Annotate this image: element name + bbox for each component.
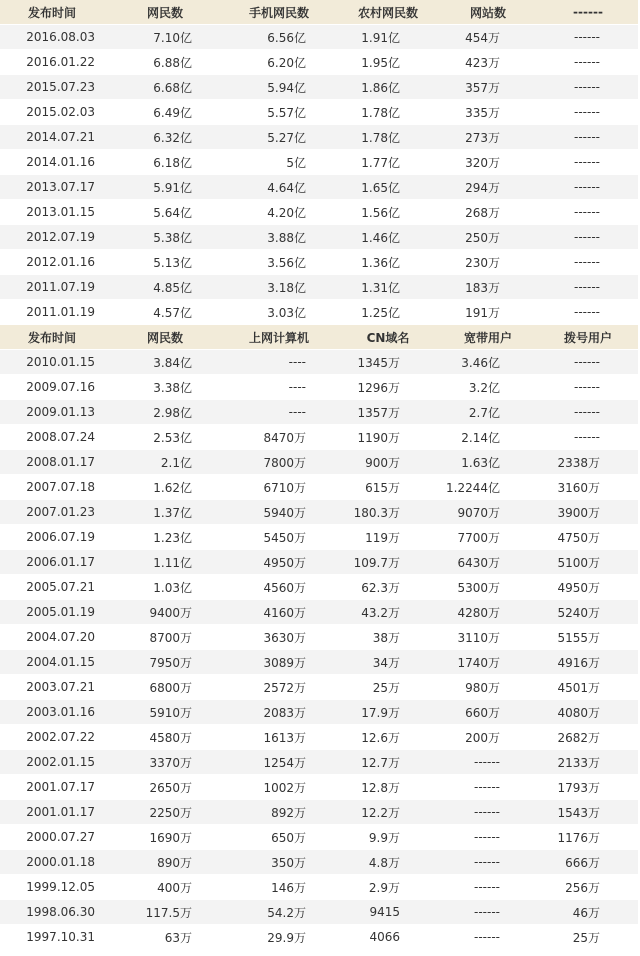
table-cell: ------ bbox=[474, 780, 500, 794]
table-cell: 3.46亿 bbox=[461, 355, 500, 370]
table-cell: 1740万 bbox=[457, 655, 500, 670]
column-header: 网民数 bbox=[146, 5, 183, 20]
table-cell: 1254万 bbox=[263, 755, 306, 770]
table-section-historical bbox=[0, 325, 638, 950]
table-cell: 2013.01.15 bbox=[26, 205, 95, 219]
table-row bbox=[0, 750, 638, 775]
table-cell: 256万 bbox=[565, 880, 600, 895]
table-cell: 3.18亿 bbox=[267, 280, 306, 295]
table-cell: 5.64亿 bbox=[153, 205, 192, 220]
table-cell: 25万 bbox=[372, 680, 400, 695]
table-cell: 5100万 bbox=[557, 555, 600, 570]
table-cell: 1.95亿 bbox=[361, 55, 400, 70]
table-cell: 29.9万 bbox=[267, 930, 306, 945]
table-cell: 2008.01.17 bbox=[26, 455, 95, 469]
table-cell: 9070万 bbox=[457, 505, 500, 520]
table-row bbox=[0, 75, 638, 100]
table-row bbox=[0, 300, 638, 325]
table-cell: 12.8万 bbox=[361, 780, 400, 795]
table-cell: 1543万 bbox=[557, 805, 600, 820]
table-cell: ------ bbox=[574, 380, 600, 394]
table-cell: 7700万 bbox=[457, 530, 500, 545]
table-cell: 5.38亿 bbox=[153, 230, 192, 245]
table-cell: 400万 bbox=[157, 880, 192, 895]
table-cell: 4560万 bbox=[263, 580, 306, 595]
table-cell: 1613万 bbox=[263, 730, 306, 745]
table-cell: 1.91亿 bbox=[361, 30, 400, 45]
table-cell: 2012.01.16 bbox=[26, 255, 95, 269]
table-cell: ------ bbox=[574, 80, 600, 94]
table-cell: 2016.08.03 bbox=[26, 30, 95, 44]
column-header: 上网计算机 bbox=[248, 330, 309, 345]
table-cell: 2016.01.22 bbox=[26, 55, 95, 69]
table-cell: 6800万 bbox=[149, 680, 192, 695]
table-cell: 1190万 bbox=[357, 430, 400, 445]
table-cell: 2015.07.23 bbox=[26, 80, 95, 94]
column-header: 宽带用户 bbox=[463, 330, 512, 345]
table-cell: 1.86亿 bbox=[361, 80, 400, 95]
table-cell: 9400万 bbox=[149, 605, 192, 620]
table-cell: 1.63亿 bbox=[461, 455, 500, 470]
table-cell: 2008.07.24 bbox=[26, 430, 95, 444]
table-cell: 660万 bbox=[465, 705, 500, 720]
table-cell: 2007.01.23 bbox=[26, 505, 95, 519]
table-row bbox=[0, 25, 638, 50]
table-cell: 2000.07.27 bbox=[26, 830, 95, 844]
table-row bbox=[0, 100, 638, 125]
table-cell: 1.25亿 bbox=[361, 305, 400, 320]
table-cell: ------ bbox=[574, 30, 600, 44]
table-row bbox=[0, 550, 638, 575]
table-cell: 900万 bbox=[365, 455, 400, 470]
table-cell: 2009.01.13 bbox=[26, 405, 95, 419]
table-cell: 5.27亿 bbox=[267, 130, 306, 145]
table-cell: ------ bbox=[574, 130, 600, 144]
table-cell: 1.11亿 bbox=[153, 555, 192, 570]
table-cell: 5.94亿 bbox=[267, 80, 306, 95]
table-cell: 454万 bbox=[465, 30, 500, 45]
table-cell: 4750万 bbox=[557, 530, 600, 545]
table-cell: 62.3万 bbox=[361, 580, 400, 595]
table-cell: 146万 bbox=[271, 880, 306, 895]
table-cell: 2002.01.15 bbox=[26, 755, 95, 769]
table-cell: 2.53亿 bbox=[153, 430, 192, 445]
table-cell: ------ bbox=[574, 305, 600, 319]
table-row bbox=[0, 225, 638, 250]
table-cell: 9415 bbox=[369, 905, 400, 919]
table-cell: 63万 bbox=[164, 930, 192, 945]
table-cell: ------ bbox=[474, 805, 500, 819]
table-cell: 3.03亿 bbox=[267, 305, 306, 320]
table-row bbox=[0, 475, 638, 500]
table-row bbox=[0, 425, 638, 450]
table-cell: ------ bbox=[474, 855, 500, 869]
table-cell: 230万 bbox=[465, 255, 500, 270]
table-cell: 1.78亿 bbox=[361, 105, 400, 120]
table-cell: 5240万 bbox=[557, 605, 600, 620]
table-cell: 4066 bbox=[369, 930, 400, 944]
table-cell: 8470万 bbox=[263, 430, 306, 445]
table-cell: 2006.01.17 bbox=[26, 555, 95, 569]
table-cell: 2007.07.18 bbox=[26, 480, 95, 494]
table-cell: ------ bbox=[574, 430, 600, 444]
table-cell: 5300万 bbox=[457, 580, 500, 595]
table-cell: ------ bbox=[574, 355, 600, 369]
table-cell: 2013.07.17 bbox=[26, 180, 95, 194]
table-cell: 6.18亿 bbox=[153, 155, 192, 170]
table-cell: ------ bbox=[574, 230, 600, 244]
table-row bbox=[0, 200, 638, 225]
table-cell: ------ bbox=[474, 755, 500, 769]
table-cell: ------ bbox=[574, 205, 600, 219]
table-cell: 4.85亿 bbox=[153, 280, 192, 295]
table-row bbox=[0, 650, 638, 675]
table-cell: 12.6万 bbox=[361, 730, 400, 745]
table-cell: ---- bbox=[288, 355, 306, 369]
table-section-recent bbox=[0, 0, 638, 325]
table-cell: 7.10亿 bbox=[153, 30, 192, 45]
table-cell: 615万 bbox=[365, 480, 400, 495]
table-cell: ------ bbox=[574, 280, 600, 294]
table-cell: 7800万 bbox=[263, 455, 306, 470]
table-cell: 1002万 bbox=[263, 780, 306, 795]
table-cell: 2250万 bbox=[149, 805, 192, 820]
table-cell: 1296万 bbox=[357, 380, 400, 395]
table-row bbox=[0, 775, 638, 800]
table-row bbox=[0, 725, 638, 750]
table-cell: 2003.01.16 bbox=[26, 705, 95, 719]
table-header-row bbox=[0, 325, 638, 350]
table-cell: 119万 bbox=[365, 530, 400, 545]
table-cell: 5.13亿 bbox=[153, 255, 192, 270]
table-cell: 5910万 bbox=[149, 705, 192, 720]
table-cell: 180.3万 bbox=[353, 505, 400, 520]
table-cell: 2014.07.21 bbox=[26, 130, 95, 144]
table-cell: ------ bbox=[574, 105, 600, 119]
table-cell: 1.36亿 bbox=[361, 255, 400, 270]
table-cell: 5.57亿 bbox=[267, 105, 306, 120]
table-cell: 183万 bbox=[465, 280, 500, 295]
table-row bbox=[0, 700, 638, 725]
table-row bbox=[0, 125, 638, 150]
table-cell: 1793万 bbox=[557, 780, 600, 795]
table-row bbox=[0, 675, 638, 700]
table-cell: 4280万 bbox=[457, 605, 500, 620]
table-row bbox=[0, 575, 638, 600]
table-cell: 350万 bbox=[271, 855, 306, 870]
table-cell: ---- bbox=[288, 380, 306, 394]
table-cell: 250万 bbox=[465, 230, 500, 245]
table-cell: 2011.07.19 bbox=[26, 280, 95, 294]
table-cell: 38万 bbox=[372, 630, 400, 645]
table-row bbox=[0, 250, 638, 275]
table-cell: 2005.01.19 bbox=[26, 605, 95, 619]
table-cell: 650万 bbox=[271, 830, 306, 845]
table-cell: 5450万 bbox=[263, 530, 306, 545]
table-cell: 12.2万 bbox=[361, 805, 400, 820]
table-cell: 2682万 bbox=[557, 730, 600, 745]
table-cell: 2338万 bbox=[557, 455, 600, 470]
table-cell: 1.77亿 bbox=[361, 155, 400, 170]
table-row bbox=[0, 800, 638, 825]
table-cell: 1.2244亿 bbox=[446, 480, 500, 495]
table-row bbox=[0, 875, 638, 900]
table-cell: 890万 bbox=[157, 855, 192, 870]
table-cell: 2002.07.22 bbox=[26, 730, 95, 744]
table-cell: 2012.07.19 bbox=[26, 230, 95, 244]
table-cell: 2133万 bbox=[557, 755, 600, 770]
table-cell: 6.20亿 bbox=[267, 55, 306, 70]
table-cell: 3.38亿 bbox=[153, 380, 192, 395]
table-cell: 34万 bbox=[372, 655, 400, 670]
table-cell: 2.14亿 bbox=[461, 430, 500, 445]
table-cell: 3370万 bbox=[149, 755, 192, 770]
column-header: 发布时间 bbox=[28, 5, 77, 20]
table-cell: ------ bbox=[474, 830, 500, 844]
table-row bbox=[0, 925, 638, 950]
table-cell: 4.8万 bbox=[368, 855, 400, 870]
table-cell: 2011.01.19 bbox=[26, 305, 95, 319]
table-cell: 2.9万 bbox=[368, 880, 400, 895]
table-cell: 2004.01.15 bbox=[26, 655, 95, 669]
table-cell: 3.88亿 bbox=[267, 230, 306, 245]
table-cell: ------ bbox=[574, 255, 600, 269]
table-cell: 6.56亿 bbox=[267, 30, 306, 45]
table-row bbox=[0, 625, 638, 650]
table-cell: 3089万 bbox=[263, 655, 306, 670]
table-cell: 1345万 bbox=[357, 355, 400, 370]
table-cell: 1.46亿 bbox=[361, 230, 400, 245]
table-cell: 273万 bbox=[465, 130, 500, 145]
table-cell: 109.7万 bbox=[353, 555, 400, 570]
table-cell: 2083万 bbox=[263, 705, 306, 720]
table-cell: ------ bbox=[574, 180, 600, 194]
column-header: 网民数 bbox=[146, 330, 183, 345]
table-cell: 5940万 bbox=[263, 505, 306, 520]
table-cell: 12.7万 bbox=[361, 755, 400, 770]
table-cell: 1997.10.31 bbox=[26, 930, 95, 944]
column-header: 农村网民数 bbox=[357, 5, 418, 20]
table-cell: ------ bbox=[474, 930, 500, 944]
table-cell: 4.57亿 bbox=[153, 305, 192, 320]
table-cell: 2650万 bbox=[149, 780, 192, 795]
table-cell: ---- bbox=[288, 405, 306, 419]
table-cell: 423万 bbox=[465, 55, 500, 70]
table-cell: 200万 bbox=[465, 730, 500, 745]
table-row bbox=[0, 850, 638, 875]
table-cell: 666万 bbox=[565, 855, 600, 870]
table-cell: ------ bbox=[574, 55, 600, 69]
table-cell: 5.91亿 bbox=[153, 180, 192, 195]
table-cell: 4950万 bbox=[263, 555, 306, 570]
table-cell: 1.23亿 bbox=[153, 530, 192, 545]
table-cell: 9.9万 bbox=[368, 830, 400, 845]
table-cell: 6.49亿 bbox=[153, 105, 192, 120]
table-cell: 3110万 bbox=[457, 630, 500, 645]
table-cell: 1.56亿 bbox=[361, 205, 400, 220]
table-cell: 6.88亿 bbox=[153, 55, 192, 70]
table-cell: 3160万 bbox=[557, 480, 600, 495]
table-row bbox=[0, 175, 638, 200]
table-cell: 43.2万 bbox=[361, 605, 400, 620]
table-row bbox=[0, 525, 638, 550]
column-header: ------ bbox=[573, 5, 603, 19]
table-cell: 3630万 bbox=[263, 630, 306, 645]
table-cell: ------ bbox=[574, 405, 600, 419]
table-cell: 2001.07.17 bbox=[26, 780, 95, 794]
table-row bbox=[0, 900, 638, 925]
table-cell: 46万 bbox=[572, 905, 600, 920]
table-cell: 1.31亿 bbox=[361, 280, 400, 295]
table-header-row bbox=[0, 0, 638, 25]
column-header: 手机网民数 bbox=[248, 5, 309, 20]
table-cell: 1.62亿 bbox=[153, 480, 192, 495]
table-cell: ------ bbox=[574, 155, 600, 169]
table-cell: 2010.01.15 bbox=[26, 355, 95, 369]
table-cell: 2003.07.21 bbox=[26, 680, 95, 694]
table-cell: 17.9万 bbox=[361, 705, 400, 720]
table-cell: 4.64亿 bbox=[267, 180, 306, 195]
table-cell: 2001.01.17 bbox=[26, 805, 95, 819]
table-row bbox=[0, 275, 638, 300]
table-cell: 54.2万 bbox=[267, 905, 306, 920]
table-cell: 6.68亿 bbox=[153, 80, 192, 95]
table-cell: 2000.01.18 bbox=[26, 855, 95, 869]
table-row bbox=[0, 825, 638, 850]
table-cell: 4.20亿 bbox=[267, 205, 306, 220]
table-row bbox=[0, 450, 638, 475]
column-header: CN域名 bbox=[366, 330, 410, 345]
table-row bbox=[0, 600, 638, 625]
table-cell: 5亿 bbox=[286, 155, 306, 170]
table-cell: 294万 bbox=[465, 180, 500, 195]
table-cell: 2004.07.20 bbox=[26, 630, 95, 644]
table-cell: 1.78亿 bbox=[361, 130, 400, 145]
table-cell: 980万 bbox=[465, 680, 500, 695]
table-cell: 1357万 bbox=[357, 405, 400, 420]
table-cell: 1176万 bbox=[557, 830, 600, 845]
table-row bbox=[0, 150, 638, 175]
table-cell: 25万 bbox=[572, 930, 600, 945]
table-cell: ------ bbox=[474, 905, 500, 919]
table-cell: 2009.07.16 bbox=[26, 380, 95, 394]
table-cell: 2.7亿 bbox=[468, 405, 500, 420]
table-cell: 3.84亿 bbox=[153, 355, 192, 370]
table-cell: 8700万 bbox=[149, 630, 192, 645]
table-cell: 2572万 bbox=[263, 680, 306, 695]
table-cell: 191万 bbox=[465, 305, 500, 320]
table-cell: 4916万 bbox=[557, 655, 600, 670]
table-cell: 2015.02.03 bbox=[26, 105, 95, 119]
column-header: 拨号用户 bbox=[563, 330, 612, 345]
table-cell: 2014.01.16 bbox=[26, 155, 95, 169]
table-cell: ------ bbox=[474, 880, 500, 894]
table-cell: 6.32亿 bbox=[153, 130, 192, 145]
table-cell: 1999.12.05 bbox=[26, 880, 95, 894]
table-cell: 2.1亿 bbox=[160, 455, 192, 470]
table-row bbox=[0, 50, 638, 75]
table-cell: 268万 bbox=[465, 205, 500, 220]
table-cell: 3.2亿 bbox=[468, 380, 500, 395]
table-cell: 2.98亿 bbox=[153, 405, 192, 420]
table-cell: 335万 bbox=[465, 105, 500, 120]
table-cell: 117.5万 bbox=[145, 905, 192, 920]
table-cell: 4580万 bbox=[149, 730, 192, 745]
table-cell: 320万 bbox=[465, 155, 500, 170]
table-cell: 1.03亿 bbox=[153, 580, 192, 595]
column-header: 网站数 bbox=[469, 5, 506, 20]
table-cell: 1.37亿 bbox=[153, 505, 192, 520]
column-header: 发布时间 bbox=[28, 330, 77, 345]
table-cell: 4501万 bbox=[557, 680, 600, 695]
table-cell: 892万 bbox=[271, 805, 306, 820]
table-cell: 1690万 bbox=[149, 830, 192, 845]
table-cell: 4160万 bbox=[263, 605, 306, 620]
table-cell: 5155万 bbox=[557, 630, 600, 645]
table-cell: 7950万 bbox=[149, 655, 192, 670]
table-cell: 3900万 bbox=[557, 505, 600, 520]
table-row bbox=[0, 375, 638, 400]
table-cell: 6430万 bbox=[457, 555, 500, 570]
table-cell: 1998.06.30 bbox=[26, 905, 95, 919]
table-cell: 6710万 bbox=[263, 480, 306, 495]
table-row bbox=[0, 350, 638, 375]
table-cell: 357万 bbox=[465, 80, 500, 95]
table-cell: 1.65亿 bbox=[361, 180, 400, 195]
table-cell: 4080万 bbox=[557, 705, 600, 720]
table-cell: 3.56亿 bbox=[267, 255, 306, 270]
table-cell: 4950万 bbox=[557, 580, 600, 595]
table-cell: 2005.07.21 bbox=[26, 580, 95, 594]
table-row bbox=[0, 500, 638, 525]
table-row bbox=[0, 400, 638, 425]
table-cell: 2006.07.19 bbox=[26, 530, 95, 544]
